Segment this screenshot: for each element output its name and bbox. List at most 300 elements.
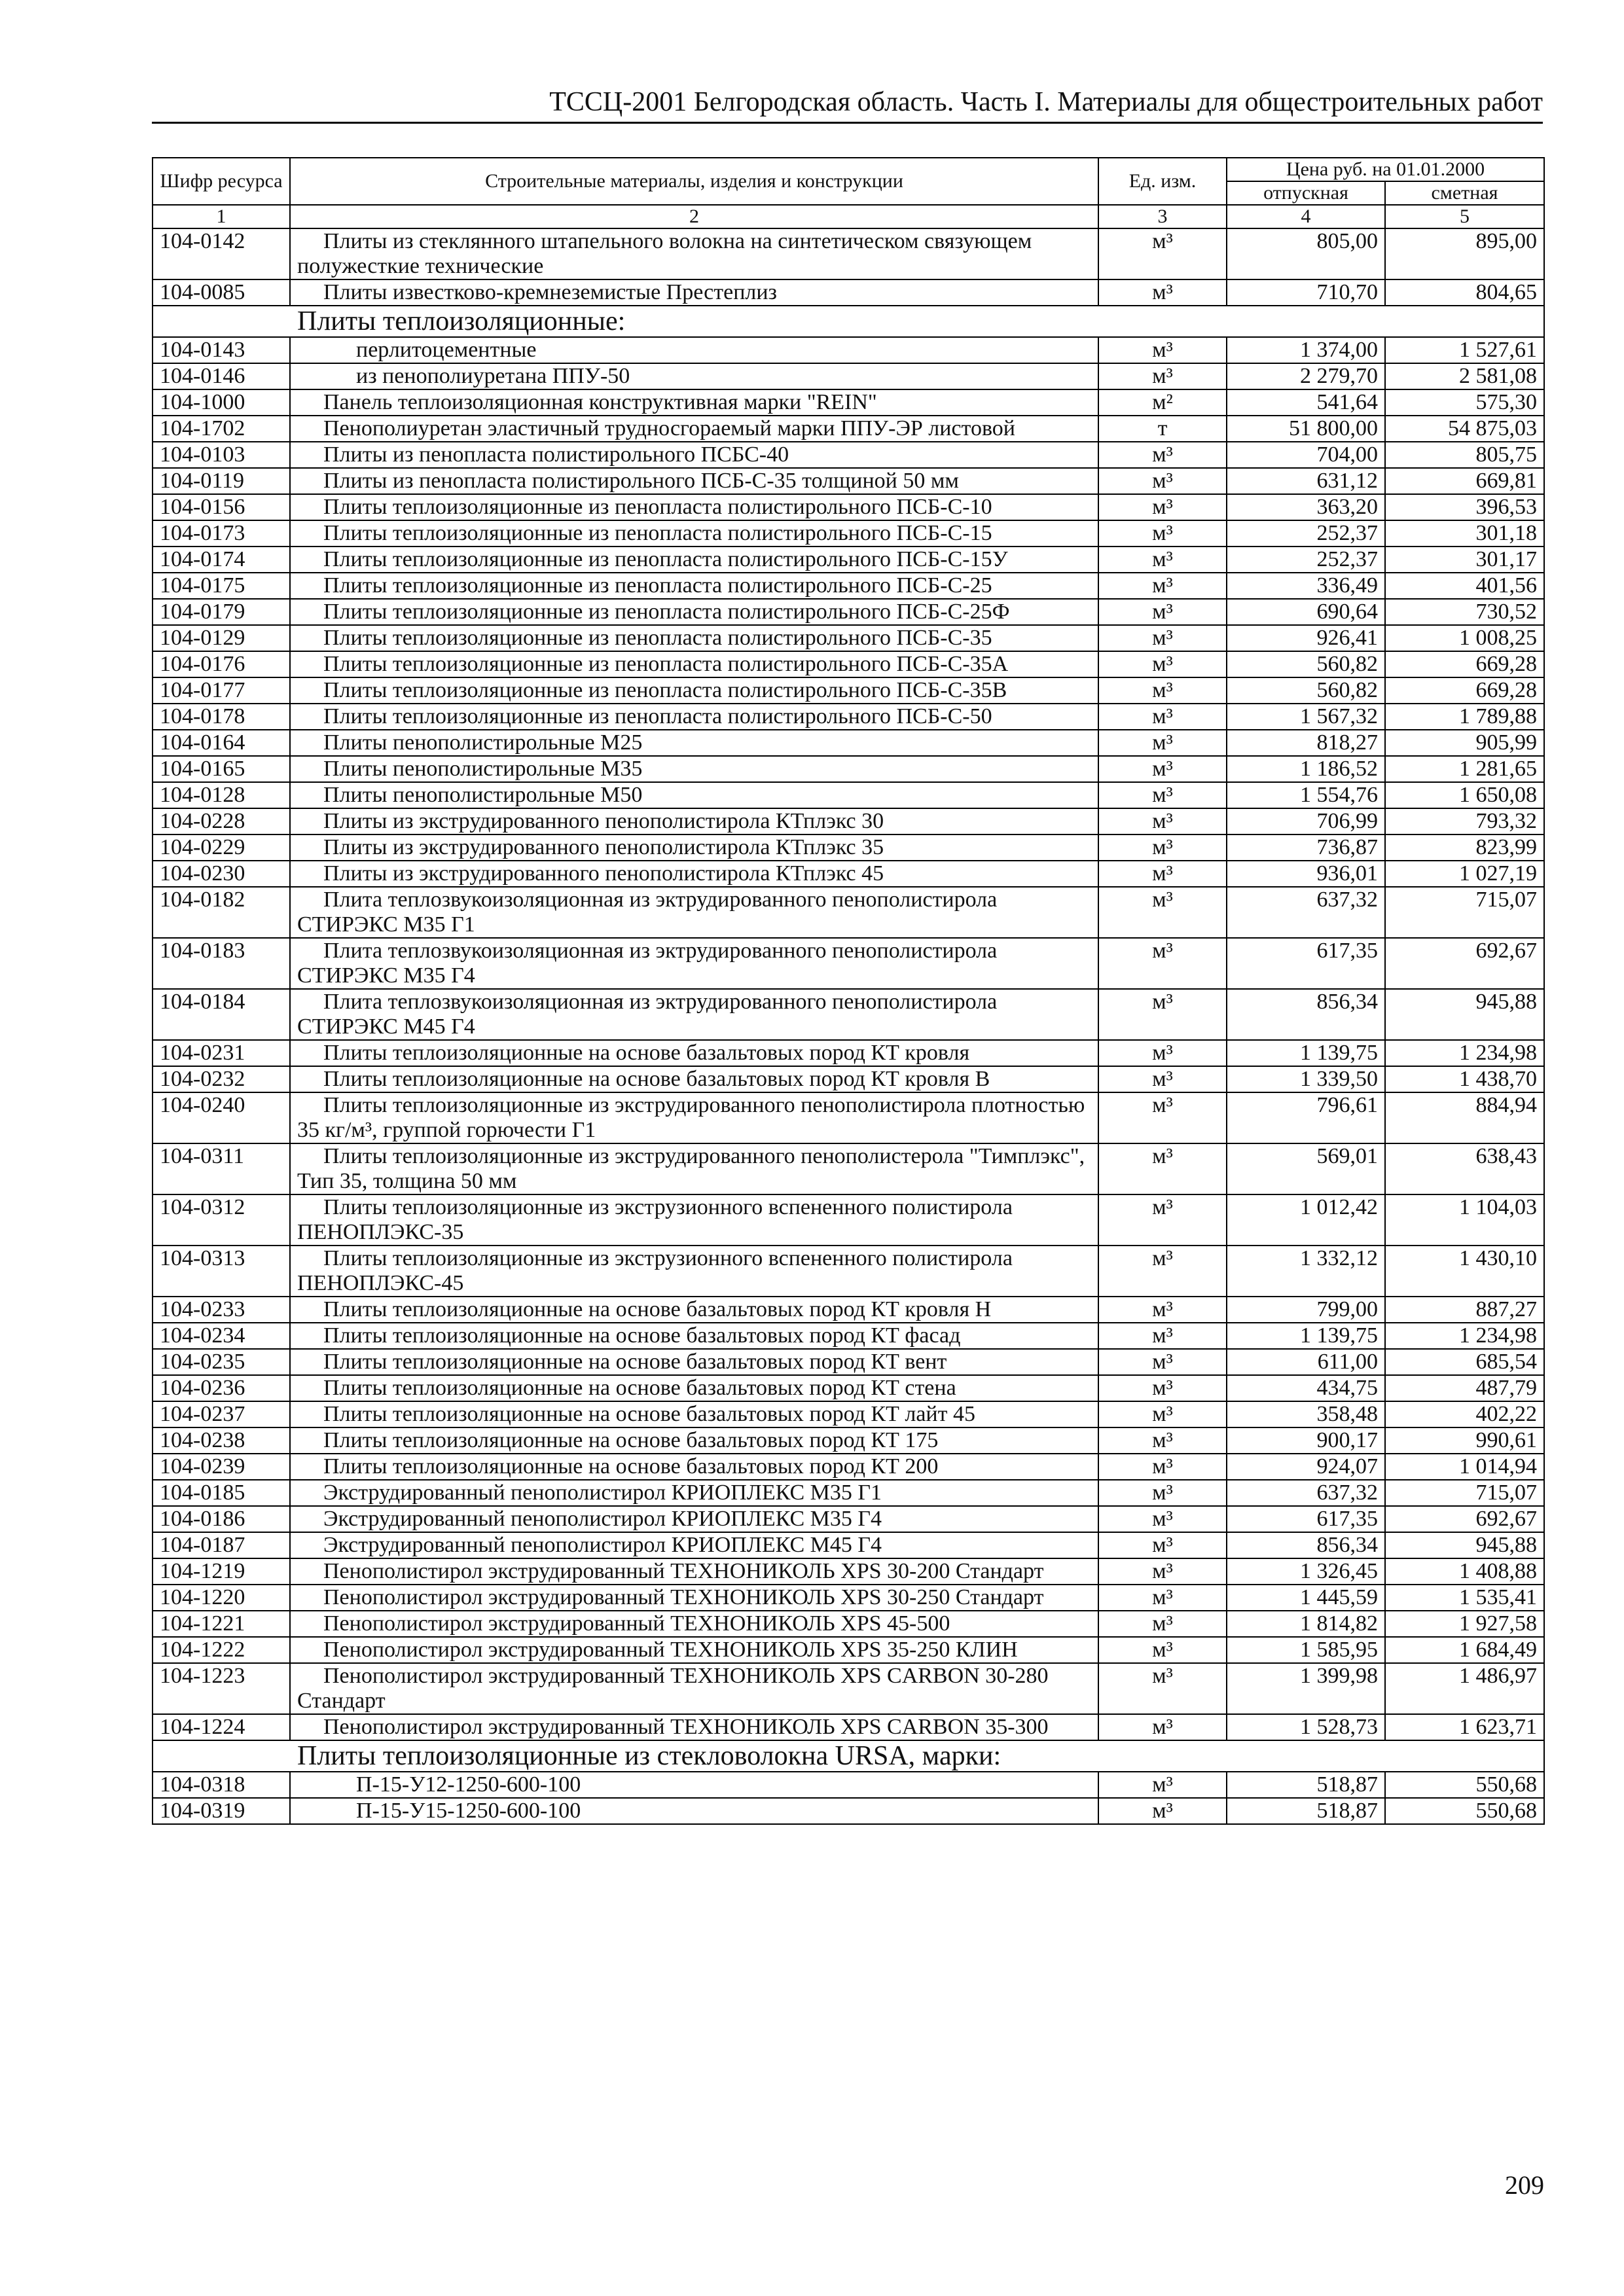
cell-estimate-price: 1 234,98 <box>1385 1323 1544 1349</box>
cell-name: Пенополиуретан эластичный трудносгораемый марки ППУ-ЭР листовой <box>290 416 1098 442</box>
table-row <box>153 1297 1544 1323</box>
cell-unit: м³ <box>1098 730 1227 756</box>
cell-release-price: 924,07 <box>1227 1454 1385 1480</box>
cell-code: 104-0313 <box>153 1246 290 1297</box>
cell-release-price: 363,20 <box>1227 494 1385 520</box>
section-title: Плиты теплоизоляционные: <box>153 306 1544 337</box>
cell-name: из пенополиуретана ППУ-50 <box>290 363 1098 389</box>
cell-release-price: 1 567,32 <box>1227 704 1385 730</box>
header-release-price: отпускная <box>1227 181 1385 205</box>
cell-unit: м³ <box>1098 363 1227 389</box>
table-row <box>153 1454 1544 1480</box>
cell-code: 104-0228 <box>153 808 290 834</box>
cell-code: 104-0311 <box>153 1143 290 1194</box>
table-row <box>153 1375 1544 1401</box>
cell-estimate-price: 301,17 <box>1385 547 1544 573</box>
cell-unit: м³ <box>1098 1143 1227 1194</box>
table-row <box>153 1040 1544 1066</box>
cell-unit: м³ <box>1098 442 1227 468</box>
header-name: Строительные материалы, изделия и конструкции <box>290 158 1098 205</box>
cell-name: Плиты теплоизоляционные из пенопласта полистирольного ПСБ-С-35В <box>290 677 1098 704</box>
cell-release-price: 1 399,98 <box>1227 1663 1385 1714</box>
cell-unit: м³ <box>1098 834 1227 861</box>
cell-unit: м³ <box>1098 651 1227 677</box>
cell-code: 104-0185 <box>153 1480 290 1506</box>
section-title: Плиты теплоизоляционные из стекловолокна URSA, марки: <box>153 1740 1544 1772</box>
table-row <box>153 704 1544 730</box>
cell-unit: м³ <box>1098 1323 1227 1349</box>
cell-code: 104-0184 <box>153 989 290 1040</box>
document-title: ТССЦ-2001 Белгородская область. Часть I. Материалы для общестроительных работ <box>549 87 1543 117</box>
cell-release-price: 856,34 <box>1227 1532 1385 1558</box>
cell-release-price: 856,34 <box>1227 989 1385 1040</box>
cell-code: 104-0178 <box>153 704 290 730</box>
cell-code: 104-0234 <box>153 1323 290 1349</box>
cell-estimate-price: 54 875,03 <box>1385 416 1544 442</box>
cell-release-price: 736,87 <box>1227 834 1385 861</box>
table-row <box>153 1066 1544 1092</box>
table-row <box>153 363 1544 389</box>
cell-name: П-15-У12-1250-600-100 <box>290 1772 1098 1798</box>
cell-unit: м³ <box>1098 1066 1227 1092</box>
table-row <box>153 468 1544 494</box>
cell-code: 104-1702 <box>153 416 290 442</box>
cell-unit: м³ <box>1098 1663 1227 1714</box>
cell-estimate-price: 1 430,10 <box>1385 1246 1544 1297</box>
table-row <box>153 416 1544 442</box>
cell-code: 104-0165 <box>153 756 290 782</box>
cell-release-price: 617,35 <box>1227 1506 1385 1532</box>
cell-estimate-price: 1 789,88 <box>1385 704 1544 730</box>
column-number: 1 <box>153 205 290 228</box>
cell-estimate-price: 1 650,08 <box>1385 782 1544 808</box>
cell-unit: м³ <box>1098 1297 1227 1323</box>
cell-name: Плиты теплоизоляционные из пенопласта полистирольного ПСБ-С-15 <box>290 520 1098 547</box>
cell-release-price: 611,00 <box>1227 1349 1385 1375</box>
cell-estimate-price: 1 535,41 <box>1385 1585 1544 1611</box>
cell-unit: м³ <box>1098 704 1227 730</box>
cell-unit: м³ <box>1098 756 1227 782</box>
table-row <box>153 730 1544 756</box>
table-row <box>153 625 1544 651</box>
cell-estimate-price: 715,07 <box>1385 887 1544 938</box>
column-number: 4 <box>1227 205 1385 228</box>
cell-release-price: 358,48 <box>1227 1401 1385 1427</box>
table-row <box>153 677 1544 704</box>
table-row <box>153 599 1544 625</box>
table-row <box>153 1401 1544 1427</box>
cell-estimate-price: 401,56 <box>1385 573 1544 599</box>
cell-unit: м³ <box>1098 1427 1227 1454</box>
table-row <box>153 1427 1544 1454</box>
cell-estimate-price: 1 008,25 <box>1385 625 1544 651</box>
cell-release-price: 560,82 <box>1227 651 1385 677</box>
cell-release-price: 706,99 <box>1227 808 1385 834</box>
cell-name: Плиты пенополистирольные М25 <box>290 730 1098 756</box>
cell-release-price: 560,82 <box>1227 677 1385 704</box>
cell-release-price: 796,61 <box>1227 1092 1385 1143</box>
cell-release-price: 1 326,45 <box>1227 1558 1385 1585</box>
cell-unit: м³ <box>1098 1454 1227 1480</box>
cell-unit: м³ <box>1098 989 1227 1040</box>
cell-estimate-price: 1 234,98 <box>1385 1040 1544 1066</box>
cell-name: Плиты теплоизоляционные из пенопласта полистирольного ПСБ-С-15У <box>290 547 1098 573</box>
cell-name: Пенополистирол экструдированный ТЕХНОНИКОЛЬ XPS 35-250 КЛИН <box>290 1637 1098 1663</box>
table-row <box>153 834 1544 861</box>
cell-release-price: 1 554,76 <box>1227 782 1385 808</box>
header-unit: Ед. изм. <box>1098 158 1227 205</box>
cell-estimate-price: 550,68 <box>1385 1798 1544 1824</box>
cell-estimate-price: 487,79 <box>1385 1375 1544 1401</box>
cell-unit: м³ <box>1098 279 1227 306</box>
cell-name: перлитоцементные <box>290 337 1098 363</box>
cell-release-price: 936,01 <box>1227 861 1385 887</box>
cell-unit: м³ <box>1098 1532 1227 1558</box>
table-row <box>153 808 1544 834</box>
cell-estimate-price: 805,75 <box>1385 442 1544 468</box>
column-number-row <box>153 205 1544 228</box>
cell-code: 104-0174 <box>153 547 290 573</box>
table-row <box>153 1585 1544 1611</box>
cell-name: Панель теплоизоляционная конструктивная марки "REIN" <box>290 389 1098 416</box>
cell-code: 104-0175 <box>153 573 290 599</box>
cell-estimate-price: 895,00 <box>1385 228 1544 279</box>
cell-unit: м³ <box>1098 1611 1227 1637</box>
cell-release-price: 1 332,12 <box>1227 1246 1385 1297</box>
cell-estimate-price: 1 438,70 <box>1385 1066 1544 1092</box>
cell-unit: м³ <box>1098 573 1227 599</box>
cell-unit: м³ <box>1098 938 1227 989</box>
cell-release-price: 617,35 <box>1227 938 1385 989</box>
cell-code: 104-0164 <box>153 730 290 756</box>
cell-code: 104-1000 <box>153 389 290 416</box>
cell-name: Плиты теплоизоляционные на основе базальтовых пород КТ кровля Н <box>290 1297 1098 1323</box>
cell-unit: м³ <box>1098 1040 1227 1066</box>
table-row <box>153 1194 1544 1246</box>
cell-name: Плиты теплоизоляционные из пенопласта полистирольного ПСБ-С-25 <box>290 573 1098 599</box>
cell-release-price: 51 800,00 <box>1227 416 1385 442</box>
cell-code: 104-0236 <box>153 1375 290 1401</box>
cell-estimate-price: 905,99 <box>1385 730 1544 756</box>
cell-code: 104-0235 <box>153 1349 290 1375</box>
table-row <box>153 938 1544 989</box>
cell-release-price: 1 374,00 <box>1227 337 1385 363</box>
cell-name: Плиты из экструдированного пенополистирола КТплэкс 30 <box>290 808 1098 834</box>
table-row <box>153 279 1544 306</box>
cell-estimate-price: 402,22 <box>1385 1401 1544 1427</box>
cell-release-price: 900,17 <box>1227 1427 1385 1454</box>
table-row <box>153 1323 1544 1349</box>
cell-name: Плита теплозвукоизоляционная из эктрудированного пенополистирола СТИРЭКС М35 Г4 <box>290 938 1098 989</box>
cell-estimate-price: 1 623,71 <box>1385 1714 1544 1740</box>
cell-name: Плиты из пенопласта полистирольного ПСБС-40 <box>290 442 1098 468</box>
cell-estimate-price: 1 684,49 <box>1385 1637 1544 1663</box>
cell-name: Плиты из экструдированного пенополистирола КТплэкс 45 <box>290 861 1098 887</box>
cell-unit: м³ <box>1098 1714 1227 1740</box>
cell-name: Плиты теплоизоляционные на основе базальтовых пород КТ стена <box>290 1375 1098 1401</box>
table-row <box>153 1349 1544 1375</box>
cell-code: 104-0103 <box>153 442 290 468</box>
table-row <box>153 1246 1544 1297</box>
cell-code: 104-0179 <box>153 599 290 625</box>
cell-estimate-price: 1 027,19 <box>1385 861 1544 887</box>
cell-release-price: 434,75 <box>1227 1375 1385 1401</box>
cell-estimate-price: 823,99 <box>1385 834 1544 861</box>
cell-code: 104-1223 <box>153 1663 290 1714</box>
cell-code: 104-1220 <box>153 1585 290 1611</box>
cell-release-price: 518,87 <box>1227 1798 1385 1824</box>
cell-unit: м³ <box>1098 887 1227 938</box>
cell-unit: м³ <box>1098 625 1227 651</box>
cell-unit: м³ <box>1098 520 1227 547</box>
cell-estimate-price: 685,54 <box>1385 1349 1544 1375</box>
cell-estimate-price: 1 527,61 <box>1385 337 1544 363</box>
cell-release-price: 690,64 <box>1227 599 1385 625</box>
cell-name: Плиты пенополистирольные М35 <box>290 756 1098 782</box>
table-row <box>153 1663 1544 1714</box>
table-row <box>153 861 1544 887</box>
cell-name: Плиты теплоизоляционные из экструдированного пенополистирола плотностью 35 кг/м³, группой горючести Г1 <box>290 1092 1098 1143</box>
table-row <box>153 887 1544 938</box>
cell-estimate-price: 804,65 <box>1385 279 1544 306</box>
cell-code: 104-0176 <box>153 651 290 677</box>
table-row <box>153 1637 1544 1663</box>
cell-estimate-price: 669,81 <box>1385 468 1544 494</box>
cell-estimate-price: 884,94 <box>1385 1092 1544 1143</box>
cell-unit: м³ <box>1098 337 1227 363</box>
cell-name: Плиты теплоизоляционные на основе базальтовых пород КТ кровля В <box>290 1066 1098 1092</box>
cell-unit: м³ <box>1098 1585 1227 1611</box>
cell-unit: м³ <box>1098 1092 1227 1143</box>
cell-estimate-price: 1 104,03 <box>1385 1194 1544 1246</box>
cell-estimate-price: 1 014,94 <box>1385 1454 1544 1480</box>
section-row <box>153 1740 1544 1772</box>
cell-unit: м³ <box>1098 1772 1227 1798</box>
table-row <box>153 494 1544 520</box>
cell-estimate-price: 715,07 <box>1385 1480 1544 1506</box>
cell-estimate-price: 945,88 <box>1385 989 1544 1040</box>
cell-release-price: 1 585,95 <box>1227 1637 1385 1663</box>
cell-release-price: 569,01 <box>1227 1143 1385 1194</box>
cell-release-price: 704,00 <box>1227 442 1385 468</box>
cell-name: Экструдированный пенополистирол КРИОПЛЕКС М45 Г4 <box>290 1532 1098 1558</box>
cell-name: Плиты теплоизоляционные на основе базальтовых пород КТ лайт 45 <box>290 1401 1098 1427</box>
cell-code: 104-0129 <box>153 625 290 651</box>
cell-estimate-price: 396,53 <box>1385 494 1544 520</box>
cell-release-price: 1 814,82 <box>1227 1611 1385 1637</box>
cell-unit: м³ <box>1098 494 1227 520</box>
cell-code: 104-0173 <box>153 520 290 547</box>
price-table <box>152 157 1545 1825</box>
cell-unit: т <box>1098 416 1227 442</box>
cell-unit: м³ <box>1098 861 1227 887</box>
cell-estimate-price: 887,27 <box>1385 1297 1544 1323</box>
cell-name: Плиты теплоизоляционные из пенопласта полистирольного ПСБ-С-35 <box>290 625 1098 651</box>
cell-unit: м³ <box>1098 1637 1227 1663</box>
cell-estimate-price: 1 408,88 <box>1385 1558 1544 1585</box>
cell-name: Плиты пенополистирольные М50 <box>290 782 1098 808</box>
cell-name: Экструдированный пенополистирол КРИОПЛЕКС М35 Г1 <box>290 1480 1098 1506</box>
cell-name: П-15-У15-1250-600-100 <box>290 1798 1098 1824</box>
cell-estimate-price: 2 581,08 <box>1385 363 1544 389</box>
cell-unit: м³ <box>1098 782 1227 808</box>
cell-release-price: 2 279,70 <box>1227 363 1385 389</box>
cell-unit: м³ <box>1098 547 1227 573</box>
cell-release-price: 336,49 <box>1227 573 1385 599</box>
cell-release-price: 805,00 <box>1227 228 1385 279</box>
cell-name: Пенополистирол экструдированный ТЕХНОНИКОЛЬ XPS 30-200 Стандарт <box>290 1558 1098 1585</box>
cell-code: 104-0187 <box>153 1532 290 1558</box>
column-number: 2 <box>290 205 1098 228</box>
table-row <box>153 1092 1544 1143</box>
page-header <box>152 84 1543 124</box>
cell-code: 104-0177 <box>153 677 290 704</box>
cell-estimate-price: 575,30 <box>1385 389 1544 416</box>
cell-unit: м² <box>1098 389 1227 416</box>
cell-release-price: 1 139,75 <box>1227 1040 1385 1066</box>
cell-code: 104-0156 <box>153 494 290 520</box>
cell-name: Экструдированный пенополистирол КРИОПЛЕКС М35 Г4 <box>290 1506 1098 1532</box>
cell-name: Плита теплозвукоизоляционная из эктрудированного пенополистирола СТИРЭКС М35 Г1 <box>290 887 1098 938</box>
cell-release-price: 541,64 <box>1227 389 1385 416</box>
cell-code: 104-0312 <box>153 1194 290 1246</box>
table-row <box>153 1558 1544 1585</box>
cell-estimate-price: 1 281,65 <box>1385 756 1544 782</box>
cell-code: 104-0229 <box>153 834 290 861</box>
table-row <box>153 228 1544 279</box>
cell-code: 104-0237 <box>153 1401 290 1427</box>
table-body <box>153 205 1544 1824</box>
cell-release-price: 1 012,42 <box>1227 1194 1385 1246</box>
cell-code: 104-0239 <box>153 1454 290 1480</box>
cell-name: Пенополистирол экструдированный ТЕХНОНИКОЛЬ XPS 45-500 <box>290 1611 1098 1637</box>
cell-name: Плиты теплоизоляционные на основе базальтовых пород КТ кровля <box>290 1040 1098 1066</box>
table-row <box>153 989 1544 1040</box>
cell-code: 104-0233 <box>153 1297 290 1323</box>
cell-name: Плиты теплоизоляционные на основе базальтовых пород КТ вент <box>290 1349 1098 1375</box>
cell-name: Плиты теплоизоляционные из пенопласта полистирольного ПСБ-С-35А <box>290 651 1098 677</box>
cell-release-price: 710,70 <box>1227 279 1385 306</box>
cell-code: 104-0231 <box>153 1040 290 1066</box>
table-row <box>153 782 1544 808</box>
cell-name: Плиты из пенопласта полистирольного ПСБ-С-35 толщиной 50 мм <box>290 468 1098 494</box>
cell-name: Пенополистирол экструдированный ТЕХНОНИКОЛЬ XPS CARBON 30-280 Стандарт <box>290 1663 1098 1714</box>
cell-estimate-price: 669,28 <box>1385 651 1544 677</box>
cell-release-price: 252,37 <box>1227 520 1385 547</box>
cell-release-price: 637,32 <box>1227 887 1385 938</box>
cell-name: Плиты теплоизоляционные из пенопласта полистирольного ПСБ-С-25Ф <box>290 599 1098 625</box>
cell-release-price: 637,32 <box>1227 1480 1385 1506</box>
cell-name: Плиты теплоизоляционные из пенопласта полистирольного ПСБ-С-50 <box>290 704 1098 730</box>
cell-estimate-price: 945,88 <box>1385 1532 1544 1558</box>
cell-name: Плиты теплоизоляционные на основе базальтовых пород КТ 200 <box>290 1454 1098 1480</box>
cell-code: 104-1222 <box>153 1637 290 1663</box>
cell-estimate-price: 1 927,58 <box>1385 1611 1544 1637</box>
cell-unit: м³ <box>1098 1480 1227 1506</box>
cell-name: Плиты теплоизоляционные из экструзионного вспененного полистирола ПЕНОПЛЭКС-35 <box>290 1194 1098 1246</box>
cell-code: 104-0232 <box>153 1066 290 1092</box>
cell-unit: м³ <box>1098 808 1227 834</box>
table-row <box>153 1772 1544 1798</box>
cell-release-price: 1 186,52 <box>1227 756 1385 782</box>
table-row <box>153 1611 1544 1637</box>
table-row <box>153 389 1544 416</box>
cell-estimate-price: 730,52 <box>1385 599 1544 625</box>
cell-code: 104-1221 <box>153 1611 290 1637</box>
cell-name: Плита теплозвукоизоляционная из эктрудированного пенополистирола СТИРЭКС М45 Г4 <box>290 989 1098 1040</box>
cell-release-price: 1 445,59 <box>1227 1585 1385 1611</box>
cell-code: 104-0182 <box>153 887 290 938</box>
cell-unit: м³ <box>1098 1349 1227 1375</box>
cell-name: Плиты теплоизоляционные на основе базальтовых пород КТ 175 <box>290 1427 1098 1454</box>
cell-estimate-price: 990,61 <box>1385 1427 1544 1454</box>
cell-release-price: 1 139,75 <box>1227 1323 1385 1349</box>
cell-estimate-price: 692,67 <box>1385 1506 1544 1532</box>
cell-release-price: 799,00 <box>1227 1297 1385 1323</box>
cell-unit: м³ <box>1098 599 1227 625</box>
cell-unit: м³ <box>1098 1246 1227 1297</box>
cell-code: 104-1219 <box>153 1558 290 1585</box>
cell-code: 104-0128 <box>153 782 290 808</box>
cell-code: 104-0186 <box>153 1506 290 1532</box>
cell-code: 104-1224 <box>153 1714 290 1740</box>
cell-release-price: 926,41 <box>1227 625 1385 651</box>
table-row <box>153 337 1544 363</box>
cell-unit: м³ <box>1098 1798 1227 1824</box>
cell-release-price: 631,12 <box>1227 468 1385 494</box>
header-code: Шифр ресурса <box>153 158 290 205</box>
cell-unit: м³ <box>1098 1506 1227 1532</box>
cell-unit: м³ <box>1098 1401 1227 1427</box>
table-header-row <box>153 158 1544 181</box>
section-row <box>153 306 1544 337</box>
cell-code: 104-0146 <box>153 363 290 389</box>
cell-code: 104-0085 <box>153 279 290 306</box>
cell-code: 104-0183 <box>153 938 290 989</box>
page-number: 209 <box>1505 2170 1544 2200</box>
table-row <box>153 1506 1544 1532</box>
cell-name: Плиты теплоизоляционные из экструзионного вспененного полистирола ПЕНОПЛЭКС-45 <box>290 1246 1098 1297</box>
header-price: Цена руб. на 01.01.2000 <box>1227 158 1544 181</box>
cell-estimate-price: 1 486,97 <box>1385 1663 1544 1714</box>
column-number: 3 <box>1098 205 1227 228</box>
cell-estimate-price: 669,28 <box>1385 677 1544 704</box>
column-number: 5 <box>1385 205 1544 228</box>
cell-code: 104-0318 <box>153 1772 290 1798</box>
table-row <box>153 1798 1544 1824</box>
cell-name: Плиты из стеклянного штапельного волокна на синтетическом связующем полужесткие технические <box>290 228 1098 279</box>
cell-code: 104-0240 <box>153 1092 290 1143</box>
cell-unit: м³ <box>1098 228 1227 279</box>
cell-name: Плиты теплоизоляционные из пенопласта полистирольного ПСБ-С-10 <box>290 494 1098 520</box>
cell-estimate-price: 638,43 <box>1385 1143 1544 1194</box>
table-row <box>153 547 1544 573</box>
cell-name: Пенополистирол экструдированный ТЕХНОНИКОЛЬ XPS 30-250 Стандарт <box>290 1585 1098 1611</box>
cell-code: 104-0238 <box>153 1427 290 1454</box>
table-row <box>153 573 1544 599</box>
table-row <box>153 442 1544 468</box>
cell-unit: м³ <box>1098 1558 1227 1585</box>
table-row <box>153 756 1544 782</box>
cell-unit: м³ <box>1098 677 1227 704</box>
cell-code: 104-0319 <box>153 1798 290 1824</box>
cell-code: 104-0230 <box>153 861 290 887</box>
cell-estimate-price: 692,67 <box>1385 938 1544 989</box>
cell-code: 104-0143 <box>153 337 290 363</box>
cell-estimate-price: 550,68 <box>1385 1772 1544 1798</box>
cell-code: 104-0142 <box>153 228 290 279</box>
cell-release-price: 518,87 <box>1227 1772 1385 1798</box>
